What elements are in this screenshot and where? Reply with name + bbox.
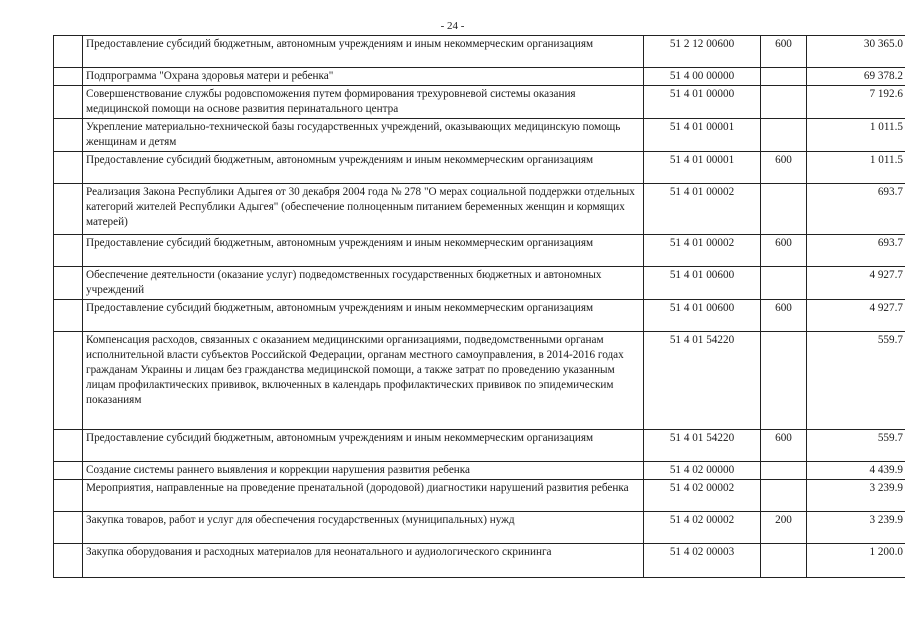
- row-margin-cell: [54, 68, 83, 86]
- item-name: Укрепление материально-технической базы государственных учреждений, оказывающих медицинскую помощь женщинам и детям: [83, 119, 644, 152]
- page-number: - 24 -: [440, 20, 465, 32]
- item-code: 51 4 01 00001: [644, 119, 761, 152]
- row-margin-cell: [54, 544, 83, 578]
- table-row: [54, 462, 905, 480]
- item-code: 51 4 01 00000: [644, 86, 761, 119]
- amount: 4 927.7: [807, 300, 905, 332]
- table-row: [54, 119, 905, 152]
- item-code: 51 4 01 00600: [644, 300, 761, 332]
- budget-table: [53, 35, 905, 578]
- item-name: Закупка оборудования и расходных материалов для неонатального и аудиологического скрининга: [83, 544, 644, 578]
- expense-type: [761, 267, 807, 300]
- expense-type: 600: [761, 235, 807, 267]
- item-code: 51 4 02 00002: [644, 480, 761, 512]
- item-name: Предоставление субсидий бюджетным, автономным учреждениям и иным некоммерческим организациям: [83, 152, 644, 184]
- expense-type: [761, 544, 807, 578]
- row-margin-cell: [54, 184, 83, 235]
- item-code: 51 4 02 00003: [644, 544, 761, 578]
- amount: 7 192.6: [807, 86, 905, 119]
- amount: 693.7: [807, 184, 905, 235]
- row-margin-cell: [54, 512, 83, 544]
- table-row: [54, 152, 905, 184]
- item-name: Закупка товаров, работ и услуг для обеспечения государственных (муниципальных) нужд: [83, 512, 644, 544]
- expense-type: [761, 86, 807, 119]
- item-name: Компенсация расходов, связанных с оказанием медицинскими организациями, подведомственными органам исполнительной власти субъектов Российской Федерации, органам местного самоуправления, в 2014-2016 годах гражданам Украины и лицам без гражданства медицинской помощи, а также затрат по проведению указанным лицам профилактических прививок, включенных в календарь профилактических прививок по эпидемическим показаниям: [83, 332, 644, 430]
- item-code: 51 4 02 00000: [644, 462, 761, 480]
- row-margin-cell: [54, 36, 83, 68]
- expense-type: [761, 480, 807, 512]
- item-code: 51 4 01 00001: [644, 152, 761, 184]
- item-name: Совершенствование службы родовспоможения путем формирования трехуровневой системы оказания медицинской помощи на основе развития перинатального центра: [83, 86, 644, 119]
- expense-type: [761, 119, 807, 152]
- item-name: Реализация Закона Республики Адыгея от 30 декабря 2004 года № 278 "О мерах социальной поддержки отдельных категорий жителей Республики Адыгея" (обеспечение полноценным питанием беременных женщин и кормящих матерей): [83, 184, 644, 235]
- item-name: Обеспечение деятельности (оказание услуг) подведомственных государственных бюджетных и автономных учреждений: [83, 267, 644, 300]
- row-margin-cell: [54, 480, 83, 512]
- row-margin-cell: [54, 119, 83, 152]
- item-code: 51 4 01 00002: [644, 235, 761, 267]
- item-code: 51 4 01 00002: [644, 184, 761, 235]
- item-code: 51 2 12 00600: [644, 36, 761, 68]
- table-row: [54, 480, 905, 512]
- row-margin-cell: [54, 152, 83, 184]
- expense-type: [761, 184, 807, 235]
- amount: 559.7: [807, 332, 905, 430]
- amount: 1 011.5: [807, 119, 905, 152]
- amount: 30 365.0: [807, 36, 905, 68]
- row-margin-cell: [54, 86, 83, 119]
- table-row: [54, 512, 905, 544]
- table-row: [54, 267, 905, 300]
- table-row: [54, 300, 905, 332]
- amount: 3 239.9: [807, 512, 905, 544]
- expense-type: [761, 68, 807, 86]
- item-name: Создание системы раннего выявления и коррекции нарушения развития ребенка: [83, 462, 644, 480]
- item-name: Предоставление субсидий бюджетным, автономным учреждениям и иным некоммерческим организациям: [83, 36, 644, 68]
- amount: 4 439.9: [807, 462, 905, 480]
- expense-type: 600: [761, 152, 807, 184]
- expense-type: [761, 332, 807, 430]
- amount: 693.7: [807, 235, 905, 267]
- table-row: [54, 36, 905, 68]
- item-code: 51 4 01 54220: [644, 332, 761, 430]
- table-row: [54, 544, 905, 578]
- table-row: [54, 184, 905, 235]
- expense-type: 600: [761, 36, 807, 68]
- item-code: 51 4 01 54220: [644, 430, 761, 462]
- table-row: [54, 430, 905, 462]
- amount: 69 378.2: [807, 68, 905, 86]
- row-margin-cell: [54, 462, 83, 480]
- row-margin-cell: [54, 430, 83, 462]
- table-row: [54, 235, 905, 267]
- table-row: [54, 68, 905, 86]
- item-code: 51 4 02 00002: [644, 512, 761, 544]
- item-code: 51 4 00 00000: [644, 68, 761, 86]
- item-name: Предоставление субсидий бюджетным, автономным учреждениям и иным некоммерческим организациям: [83, 430, 644, 462]
- row-margin-cell: [54, 300, 83, 332]
- row-margin-cell: [54, 235, 83, 267]
- amount: 3 239.9: [807, 480, 905, 512]
- expense-type: 600: [761, 430, 807, 462]
- row-margin-cell: [54, 267, 83, 300]
- amount: 4 927.7: [807, 267, 905, 300]
- expense-type: 200: [761, 512, 807, 544]
- item-name: Мероприятия, направленные на проведение пренатальной (дородовой) диагностики нарушений развития ребенка: [83, 480, 644, 512]
- item-name: Подпрограмма "Охрана здоровья матери и ребенка": [83, 68, 644, 86]
- item-code: 51 4 01 00600: [644, 267, 761, 300]
- table-row: [54, 86, 905, 119]
- amount: 559.7: [807, 430, 905, 462]
- item-name: Предоставление субсидий бюджетным, автономным учреждениям и иным некоммерческим организациям: [83, 300, 644, 332]
- item-name: Предоставление субсидий бюджетным, автономным учреждениям и иным некоммерческим организациям: [83, 235, 644, 267]
- expense-type: 600: [761, 300, 807, 332]
- expense-type: [761, 462, 807, 480]
- amount: 1 011.5: [807, 152, 905, 184]
- table-row: [54, 332, 905, 430]
- row-margin-cell: [54, 332, 83, 430]
- amount: 1 200.0: [807, 544, 905, 578]
